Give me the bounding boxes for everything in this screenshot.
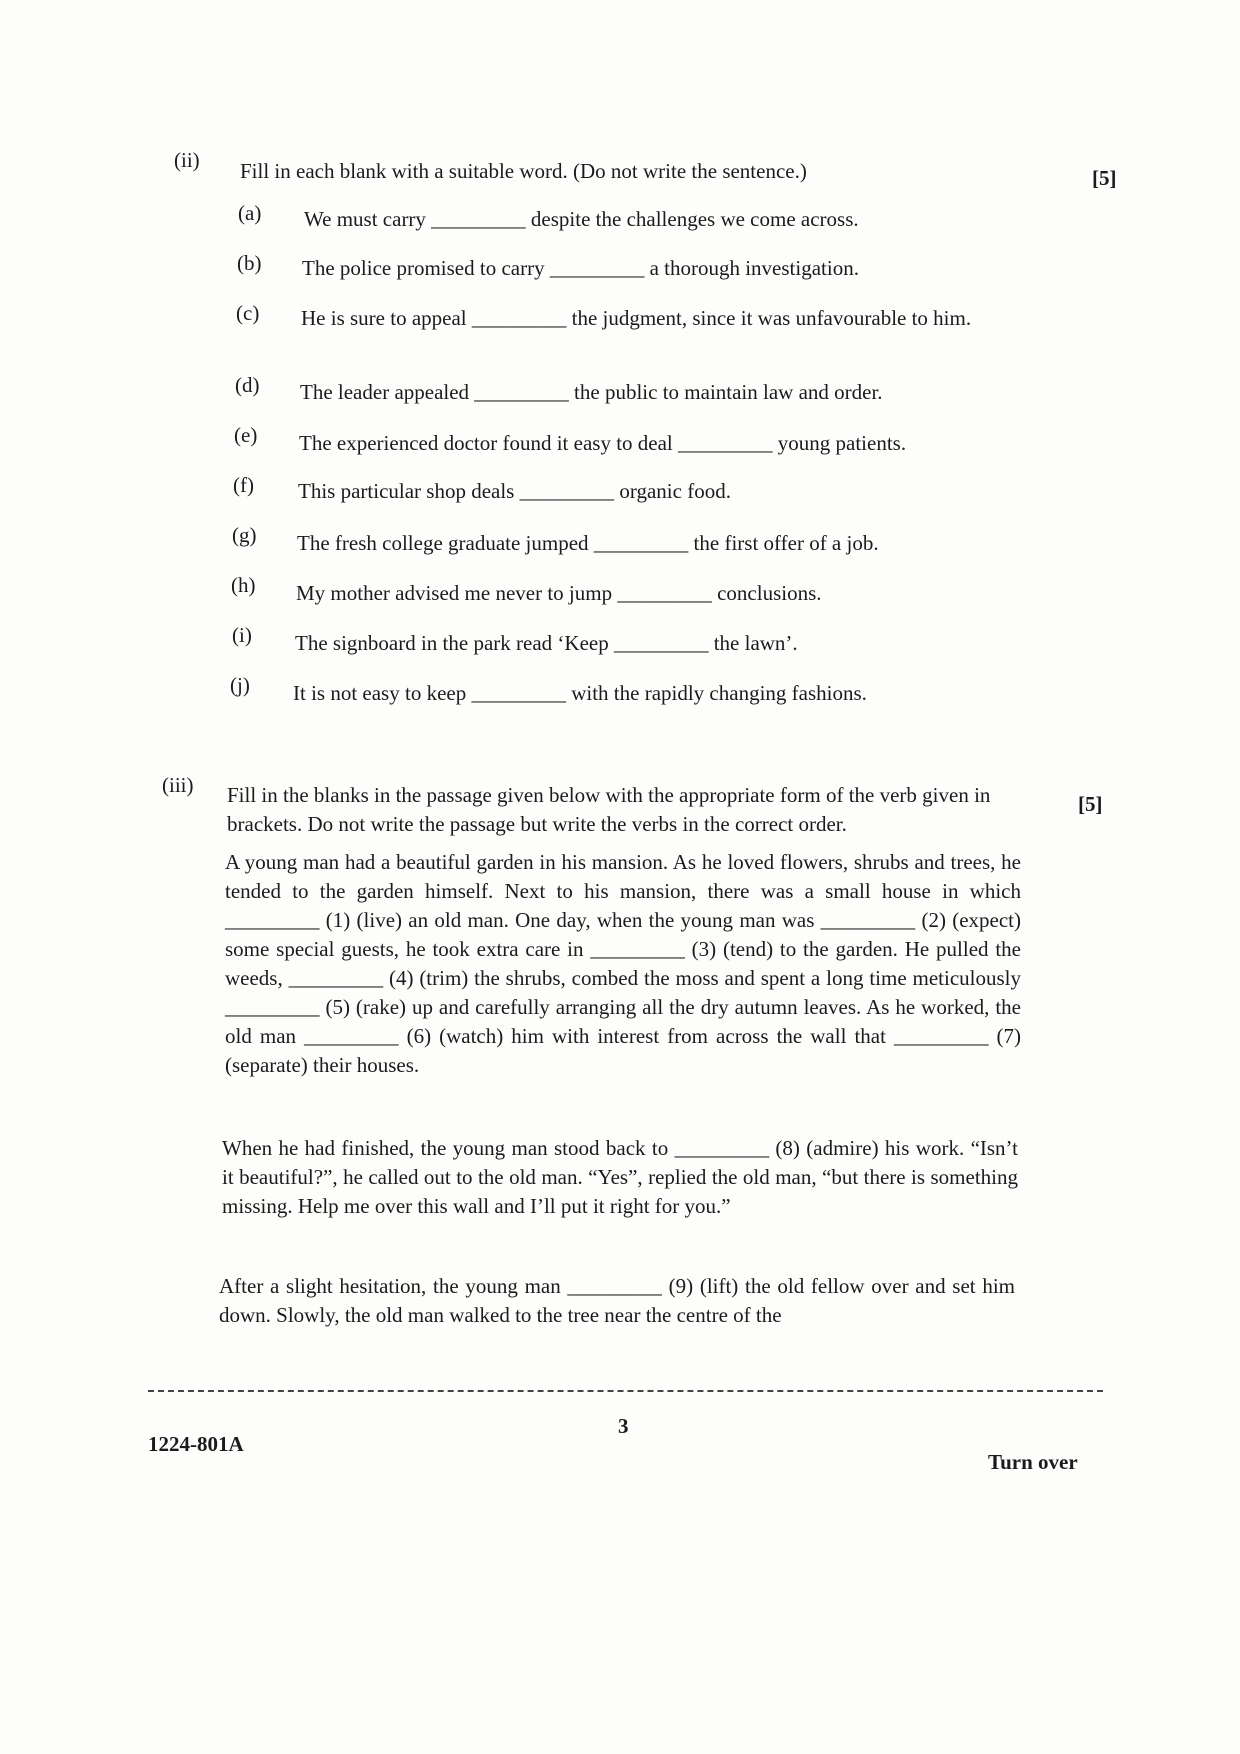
item-e-text: The experienced doctor found it easy to deal _________ young patients.	[299, 431, 907, 455]
item-b-text: The police promised to carry _________ a thorough investigation.	[302, 256, 859, 280]
section-ii-marks: [5]	[1092, 166, 1117, 190]
item-g-label: (g)	[232, 523, 257, 547]
item-f-label: (f)	[233, 473, 254, 497]
passage-paragraph-3: After a slight hesitation, the young man _________ (9) (lift) the old fellow over and set him down. Slowly, the old man walked to the tree near the centre of the	[219, 1274, 1015, 1327]
item-e-label: (e)	[234, 423, 258, 447]
page-number: 3	[618, 1414, 629, 1438]
section-ii-instruction: Fill in each blank with a suitable word. (Do not write the sentence.)	[240, 159, 807, 183]
passage-paragraph-1: A young man had a beautiful garden in his mansion. As he loved flowers, shrubs and trees, he tended to the garden himself. Next to his mansion, there was a small house in which _________ (1) (live) an old man. One day, when the young man was _________ (2) (expect) some special guests, he took extra care in _________ (3) (tend) to the garden. He pulled the weeds, _________ (4) (trim) the shrubs, combed the moss and spent a long time meticulously _________ (5) (rake) up and carefully arranging all the dry autumn leaves. As he worked, the old man _________ (6) (watch) him with interest from across the wall that _________ (7) (separate) their houses.	[225, 850, 1021, 1077]
item-d-label: (d)	[235, 373, 260, 397]
item-i-label: (i)	[232, 623, 252, 647]
item-h-label: (h)	[231, 573, 256, 597]
item-h-text: My mother advised me never to jump _________ conclusions.	[296, 581, 822, 605]
item-g-text: The fresh college graduate jumped _________ the first offer of a job.	[297, 531, 879, 555]
section-iii-instruction: Fill in the blanks in the passage given below with the appropriate form of the verb given in brackets. Do not write the passage but write the verbs in the correct order.	[227, 783, 991, 836]
turn-over-label: Turn over	[988, 1450, 1078, 1474]
item-d-text: The leader appealed _________ the public to maintain law and order.	[300, 380, 883, 404]
item-i-text: The signboard in the park read ‘Keep _________ the lawn’.	[295, 631, 798, 655]
footer-divider	[148, 1390, 1103, 1392]
item-c-text: He is sure to appeal _________ the judgment, since it was unfavourable to him.	[301, 306, 972, 330]
item-j-label: (j)	[230, 673, 250, 697]
item-b-label: (b)	[237, 251, 262, 275]
passage-paragraph-2: When he had finished, the young man stood back to _________ (8) (admire) his work. “Isn’t it beautiful?”, he called out to the old man. “Yes”, replied the old man, “but there is something missing. Help me over this wall and I’ll put it right for you.”	[222, 1136, 1018, 1218]
item-f-text: This particular shop deals _________ organic food.	[298, 479, 731, 503]
item-a-label: (a)	[238, 201, 262, 225]
paper-code: 1224-801A	[148, 1432, 244, 1456]
section-ii-label: (ii)	[174, 148, 200, 172]
section-iii-marks: [5]	[1078, 792, 1103, 816]
item-c-label: (c)	[236, 301, 260, 325]
item-a-text: We must carry _________ despite the challenges we come across.	[304, 207, 859, 231]
item-j-text: It is not easy to keep _________ with the rapidly changing fashions.	[293, 681, 867, 705]
section-iii-label: (iii)	[162, 773, 194, 797]
